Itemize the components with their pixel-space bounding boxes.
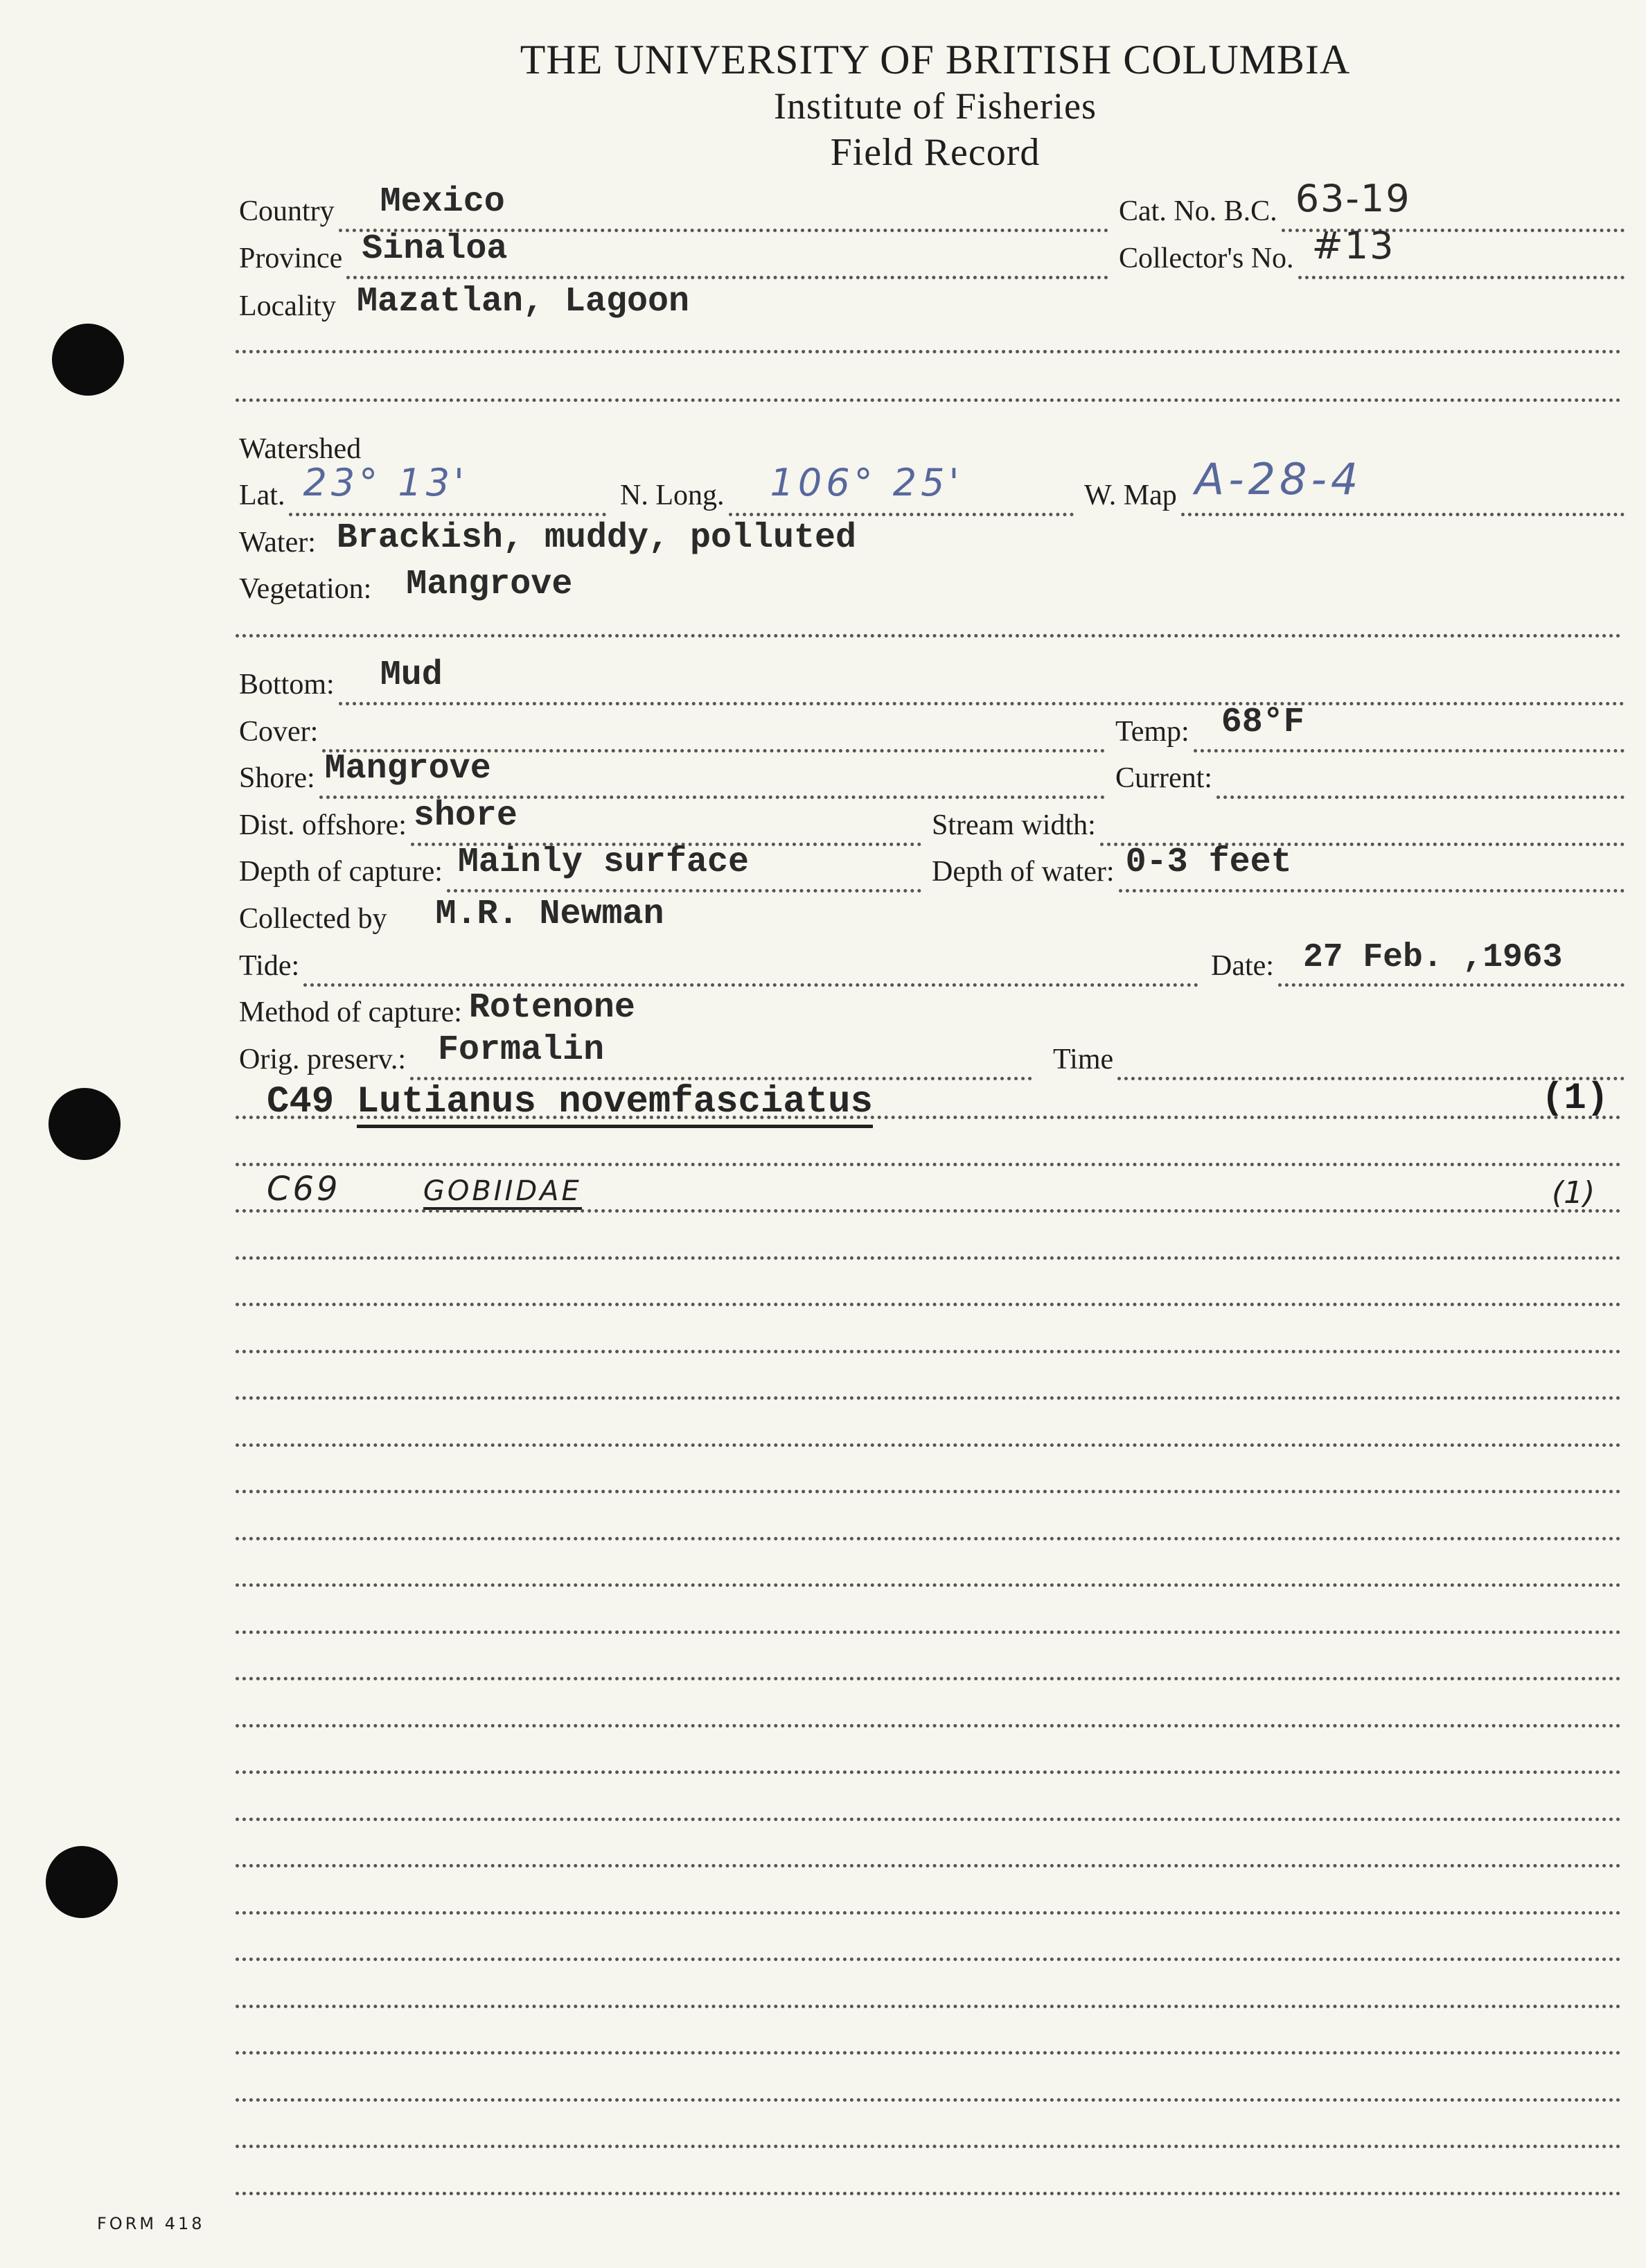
ruled-line — [236, 2098, 1621, 2102]
country-label: Country — [239, 195, 335, 227]
depth-water-value: 0-3 feet — [1125, 843, 1292, 882]
preserv-label: Orig. preserv.: — [239, 1044, 407, 1075]
depth-water-row — [932, 837, 1631, 893]
preserv-value: Formalin — [438, 1030, 605, 1070]
time-label: Time — [1053, 1044, 1114, 1075]
dist-offshore-label: Dist. offshore: — [239, 809, 407, 841]
locality-row — [239, 272, 862, 327]
ruled-line — [236, 1724, 1621, 1728]
species-entry — [267, 1170, 582, 1208]
punch-hole — [48, 1088, 121, 1160]
ruled-line — [236, 1677, 1621, 1680]
ruled-line — [236, 1630, 1621, 1634]
ruled-line — [236, 1443, 1621, 1447]
collectors-no-value: #13 — [1311, 224, 1395, 267]
ruled-line — [236, 1350, 1621, 1353]
tide-label: Tide: — [239, 950, 300, 982]
species-count: (1) — [1541, 1078, 1609, 1120]
vegetation-label: Vegetation: — [239, 573, 372, 605]
temp-value: 68°F — [1221, 703, 1304, 742]
locality-label: Locality — [239, 290, 336, 322]
map-value: A-28-4 — [1194, 454, 1363, 504]
collectors-no-field — [1298, 220, 1625, 279]
date-value: 27 Feb. ,1963 — [1302, 939, 1563, 976]
lat-value: 23° 13' — [303, 461, 468, 504]
collected-by-label: Collected by — [239, 903, 387, 935]
species-code: C49 — [267, 1081, 335, 1123]
province-field — [346, 220, 1108, 279]
water-value: Brackish, muddy, polluted — [336, 518, 857, 558]
lat-label: Lat. — [239, 480, 285, 511]
temp-label: Temp: — [1115, 716, 1189, 748]
institute-heading: Institute of Fisheries — [774, 85, 1097, 127]
province-label: Province — [239, 243, 343, 274]
ruled-line — [236, 2051, 1621, 2055]
date-row — [1211, 931, 1631, 987]
form-number: FORM 418 — [97, 2214, 205, 2233]
stream-width-label: Stream width: — [932, 809, 1096, 841]
ruled-line — [236, 1116, 1621, 1119]
ruled-line — [236, 1209, 1621, 1213]
method-label: Method of capture: — [239, 996, 462, 1028]
collectors-no-label: Collector's No. — [1119, 243, 1294, 274]
ruled-line — [236, 2005, 1621, 2008]
depth-water-field — [1119, 834, 1625, 893]
vegetation-continuation-line — [236, 634, 1621, 638]
province-value: Sinaloa — [362, 229, 508, 269]
ruled-line — [236, 1396, 1621, 1400]
depth-capture-value: Mainly surface — [457, 843, 749, 882]
vegetation-value: Mangrove — [406, 565, 573, 604]
ruled-line — [236, 1537, 1621, 1540]
time-field — [1117, 1021, 1625, 1080]
depth-capture-label: Depth of capture: — [239, 856, 443, 888]
record-type-heading: Field Record — [830, 131, 1041, 174]
cat-no-label: Cat. No. B.C. — [1119, 195, 1277, 227]
bottom-value: Mud — [380, 656, 443, 695]
current-label: Current: — [1115, 762, 1212, 794]
ruled-line — [236, 1818, 1621, 1821]
species-code: C69 — [267, 1170, 341, 1208]
date-field — [1278, 928, 1625, 987]
university-heading: THE UNIVERSITY OF BRITISH COLUMBIA — [520, 37, 1351, 82]
long-label: N. Long. — [620, 480, 725, 511]
ruled-line — [236, 2192, 1621, 2195]
long-value: 106° 25' — [770, 461, 964, 504]
date-label: Date: — [1211, 950, 1274, 982]
locality-value: Mazatlan, Lagoon — [356, 282, 690, 322]
preserv-field — [410, 1021, 1032, 1080]
ruled-line — [236, 1303, 1621, 1306]
collectors-no-row — [1119, 224, 1631, 279]
ruled-line — [236, 1256, 1621, 1260]
species-count: (1) — [1552, 1175, 1595, 1211]
cover-label: Cover: — [239, 716, 319, 748]
time-row — [1053, 1025, 1631, 1080]
water-label: Water: — [239, 527, 316, 559]
method-value: Rotenone — [468, 988, 635, 1028]
country-value: Mexico — [380, 182, 505, 222]
vegetation-row — [239, 554, 1070, 610]
punch-hole — [52, 324, 124, 396]
province-row — [239, 224, 1115, 279]
ruled-line — [236, 1583, 1621, 1587]
ruled-line — [236, 2145, 1621, 2148]
cat-no-value: 63-19 — [1295, 177, 1411, 220]
ruled-line — [236, 1490, 1621, 1493]
shore-value: Mangrove — [324, 749, 491, 789]
ruled-line — [236, 1864, 1621, 1867]
preserv-row — [239, 1025, 1039, 1080]
ruled-line — [236, 1770, 1621, 1774]
collected-by-value: M.R. Newman — [435, 895, 664, 934]
ruled-line — [236, 1958, 1621, 1961]
ruled-line — [236, 1911, 1621, 1915]
locality-continuation-line — [236, 398, 1621, 402]
shore-label: Shore: — [239, 762, 315, 794]
map-label: W. Map — [1084, 480, 1177, 511]
locality-continuation-line — [236, 350, 1621, 353]
ruled-line — [236, 1163, 1621, 1166]
species-name: GOBIIDAE — [423, 1175, 582, 1210]
punch-hole — [46, 1846, 118, 1918]
watershed-label: Watershed — [239, 433, 362, 465]
depth-water-label: Depth of water: — [932, 856, 1115, 888]
species-name: Lutianus novemfasciatus — [357, 1081, 873, 1128]
dist-offshore-value: shore — [413, 796, 517, 836]
bottom-label: Bottom: — [239, 669, 335, 701]
